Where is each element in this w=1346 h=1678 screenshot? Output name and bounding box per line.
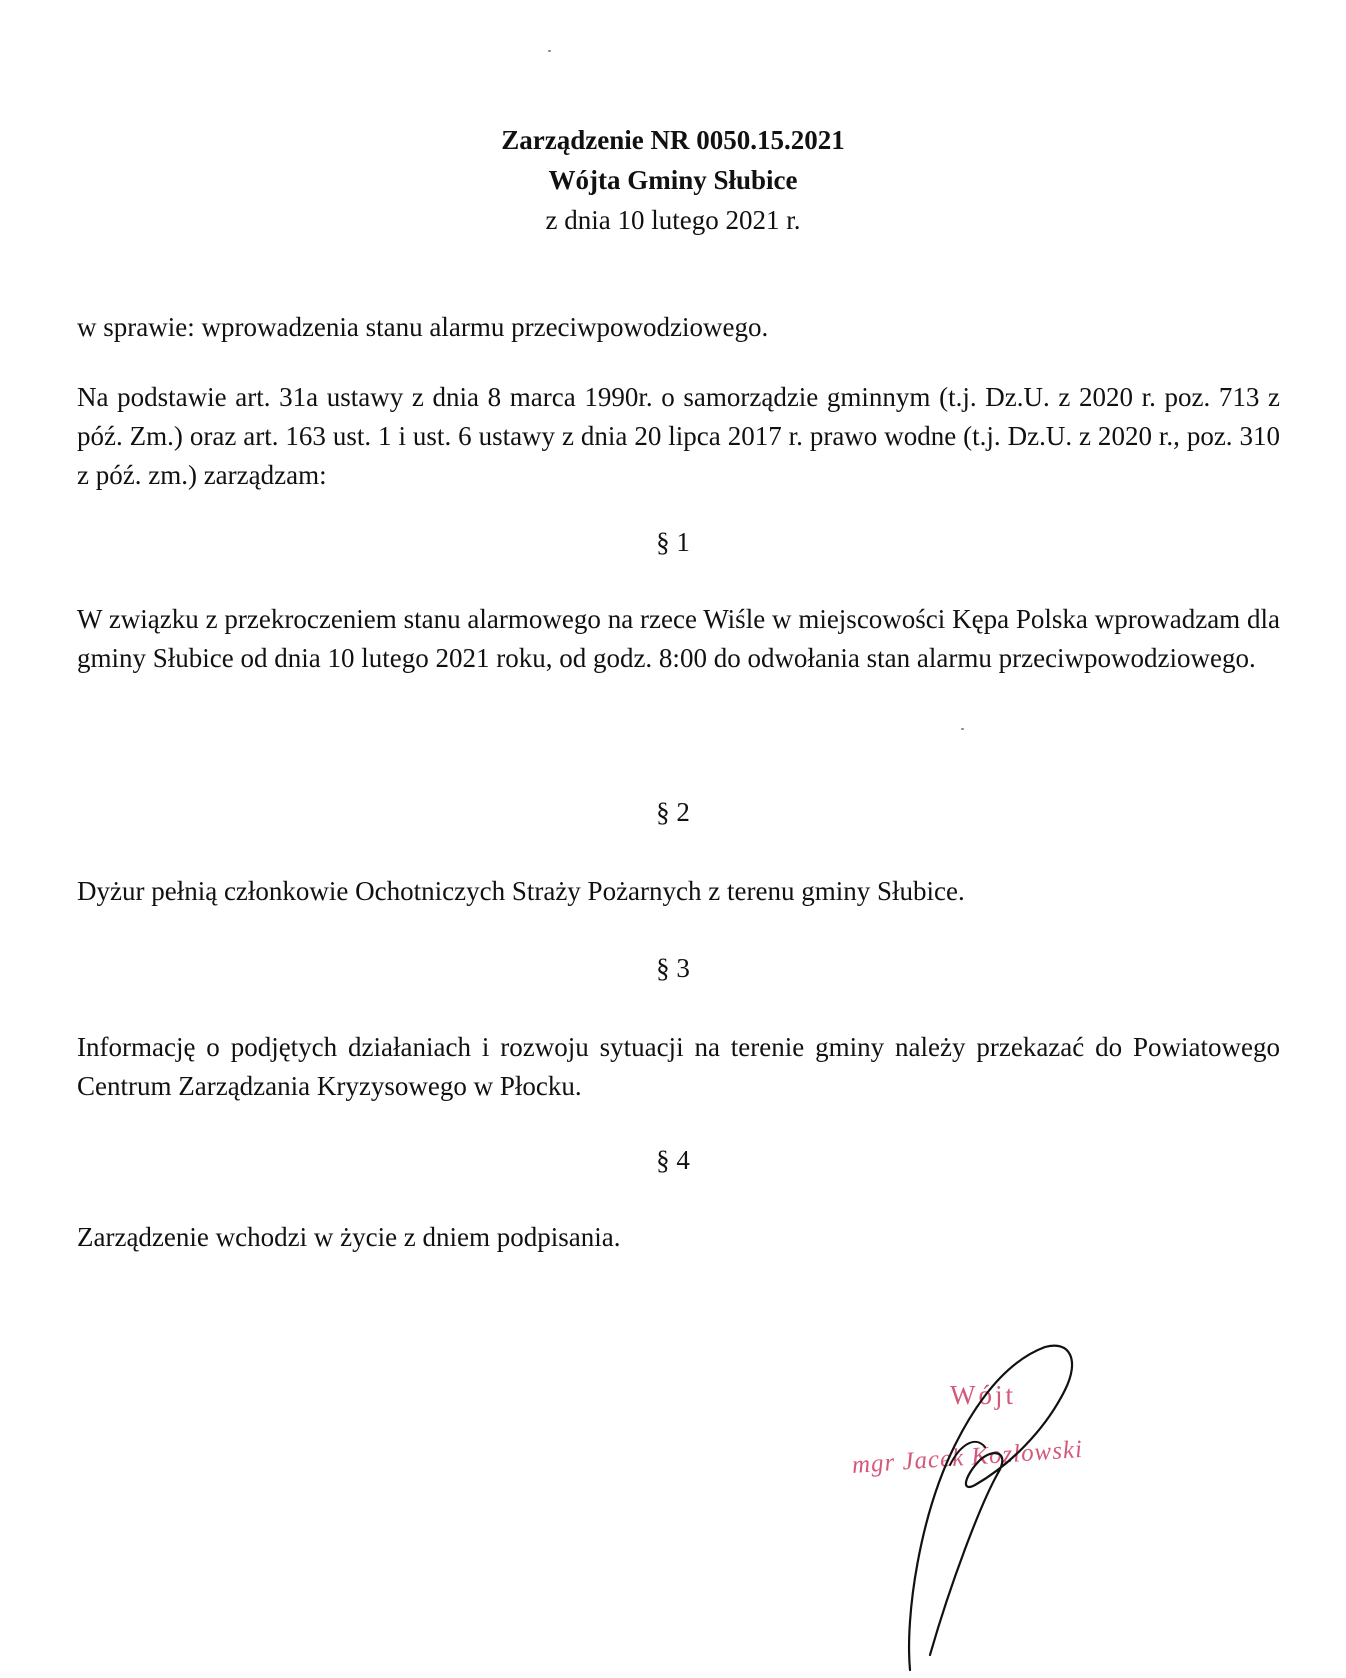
stamp-title: Wójt (950, 1380, 1016, 1410)
section-1-label: § 1 (656, 527, 690, 557)
section-1-text: W związku z przekroczeniem stanu alarmowego na rzece Wiśle w miejscowości Kępa Polska wprowadzam dla gminy Słubice od dnia 10 lutego 2021 roku, od godz. 8:00 do odwołania stan alarmu przeciwpowodziowego. (77, 604, 1280, 673)
scan-speck (961, 728, 964, 730)
document-issuer: Wójta Gminy Słubice (548, 165, 798, 195)
legal-basis-paragraph: Na podstawie art. 31a ustawy z dnia 8 marca 1990r. o samorządzie gminnym (t.j. Dz.U. z 2020 r. poz. 713 z póź. Zm.) oraz art. 163 ust. 1 i ust. 6 ustawy z dnia 20 lipca 2017 r. prawo wodne (t.j. Dz.U. z 2020 r., poz. 310 z póź. zm.) zarządzam: (77, 382, 1280, 490)
document-header (0, 120, 1346, 240)
section-2-text: Dyżur pełnią członkowie Ochotniczych Straży Pożarnych z terenu gminy Słubice. (77, 876, 965, 906)
section-3-text: Informację o podjętych działaniach i rozwoju sytuacji na terenie gminy należy przekazać do Powiatowego Centrum Zarządzania Kryzysowego w Płocku. (77, 1032, 1280, 1101)
handwritten-signature (880, 1335, 1120, 1675)
document-subject: w sprawie: wprowadzenia stanu alarmu przeciwpowodziowego. (77, 312, 769, 342)
section-4-text: Zarządzenie wchodzi w życie z dniem podpisania. (77, 1222, 621, 1252)
section-4-label: § 4 (656, 1145, 690, 1175)
scan-speck (548, 50, 551, 52)
section-3-label: § 3 (656, 953, 690, 983)
document-title: Zarządzenie NR 0050.15.2021 (501, 125, 845, 155)
stamp-name: mgr Jacek Kozłowski (851, 1435, 1084, 1479)
section-2-label: § 2 (656, 797, 690, 827)
document-date: z dnia 10 lutego 2021 r. (545, 205, 801, 235)
